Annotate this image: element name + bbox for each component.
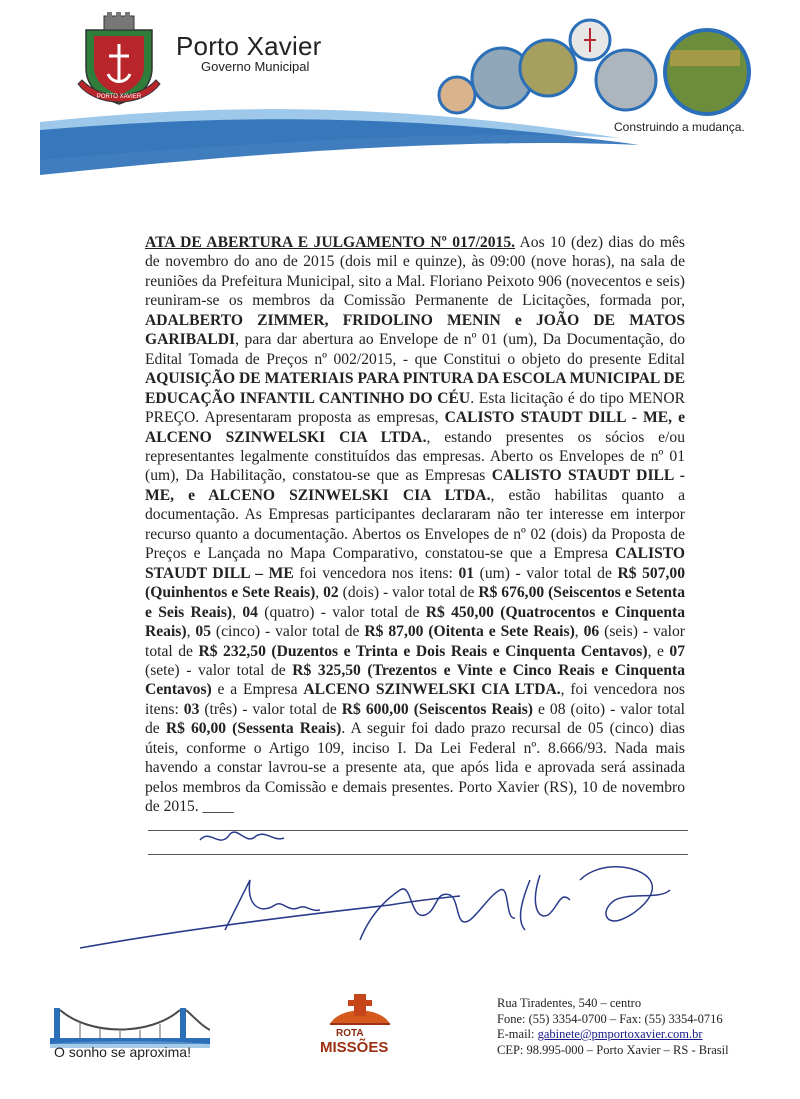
item-number: 05 <box>195 623 211 641</box>
bridge-illustration <box>50 978 210 1048</box>
document-heading: ATA DE ABERTURA E JULGAMENTO Nº 017/2015. <box>145 234 516 251</box>
address-cep: CEP: 98.995-000 – Porto Xavier – RS - Brasil <box>497 1042 729 1057</box>
text-segment: . A seguir foi dado prazo recursal de 05 (cinco) dias úteis, conforme o Artigo 109, inciso I. Da Lei Federal nº. 8.666/93. Nada mais havendo a constar lavrou-se a presente ata, que após lida e aprovada será assinada pelos membros da Comissão e demais presentes. Porto Xavier (RS), 10 de novembro de 2015. ____ <box>145 720 685 816</box>
text-segment: , <box>232 603 243 621</box>
item-number: 01 <box>458 564 475 582</box>
email-link[interactable]: gabinete@pmportoxavier.com.br <box>537 1027 703 1041</box>
item-value: R$ 507,00 (Quinhentos e Sete Reais) <box>145 564 686 602</box>
crest-banner-text: PORTO XAVIER <box>96 94 142 100</box>
contact-block <box>497 996 787 1058</box>
item-number: 04 <box>242 603 258 621</box>
missoes-label: MISSÕES <box>320 1039 389 1056</box>
email-label: E-mail: <box>497 1027 538 1041</box>
item-value: R$ 325,50 (Trezentos e Vinte e Cinco Reais e Cinquenta Centavos) <box>145 661 685 699</box>
text-segment: , para dar abertura ao Envelope de nº 01 (um), Da Documentação, do Edital Tomada de Preços nº 002/2015, - que Constitui o objeto do presente Edital <box>145 331 685 368</box>
item-value: R$ 450,00 (Quatrocentos e Cinquenta Reais) <box>145 603 686 641</box>
item-number: 03 <box>183 700 200 718</box>
municipal-crest <box>76 12 162 108</box>
text-segment: foi vencedora nos itens: <box>293 564 459 582</box>
item-value: R$ 232,50 (Duzentos e Trinta e Dois Reais e Cinquenta Centavos) <box>198 642 648 660</box>
text-segment: Aos 10 (dez) dias do mês de novembro do ano de 2015 (dois mil e quinze), às 09:00 (nove horas), na sala de reuniões da Prefeitura Municipal, sito a Mal. Floriano Peixoto 906 (novecentos e seis) reuniram-se os membros da Comissão Permanente de Licitações, formada por, <box>145 234 685 310</box>
text-segment: , estão habilitas quanto a documentação. As Empresas participantes declararam não ter interesse em interpor recurso quanto a documentação. Abertos os Envelopes de nº 02 (dois) da Proposta de Preços e Lançada no Mapa Comparativo, constatou-se que a Empresa <box>145 486 685 563</box>
letterhead <box>0 0 800 175</box>
text-segment: , <box>574 623 584 641</box>
handwritten-signatures <box>60 820 700 970</box>
text-segment: (três) - valor total de <box>199 700 342 718</box>
qualified-companies: CALISTO STAUDT DILL - ME, e ALCENO SZINWELSKI CIA LTDA. <box>145 467 685 504</box>
text-segment: (cinco) - valor total de <box>211 623 365 641</box>
header-slogan: Construindo a mudança. <box>614 120 745 134</box>
municipality-subtitle: Governo Municipal <box>201 59 310 74</box>
minutes-text <box>145 233 685 817</box>
winning-company-b: ALCENO SZINWELSKI CIA LTDA. <box>303 681 561 699</box>
bidding-companies: CALISTO STAUDT DILL - ME, e ALCENO SZINWELSKI CIA LTDA. <box>145 409 685 446</box>
text-segment: (um) - valor total de <box>474 564 618 582</box>
item-value: R$ 600,00 (Seiscentos Reais) <box>341 700 534 718</box>
address-email-row <box>497 1027 787 1043</box>
text-segment: , estando presentes os sócios e/ou representantes legalmente constituídos das empresas. Aberto os Envelopes de nº 01 (um), Da Habilitação, constatou-se que as Empresas <box>145 428 685 485</box>
text-segment: (sete) - valor total de <box>145 661 293 679</box>
committee-members: ADALBERTO ZIMMER, FRIDOLINO MENIN e JOÃO DE MATOS GARIBALDI <box>145 311 685 349</box>
header-photo-bubbles <box>430 10 760 125</box>
text-segment: , <box>186 623 196 641</box>
address-phone: Fone: (55) 3354-0700 – Fax: (55) 3354-0716 <box>497 1011 723 1026</box>
address-street: Rua Tiradentes, 540 – centro <box>497 996 642 1010</box>
item-number: 06 <box>583 623 600 641</box>
text-segment: (quatro) - valor total de <box>257 603 426 621</box>
text-segment: e 08 (oito) - valor total de <box>145 700 685 738</box>
tender-object: AQUISIÇÃO DE MATERIAIS PARA PINTURA DA ESCOLA MUNICIPAL DE EDUCAÇÃO INFANTIL CANTINHO DO CÉU <box>145 370 685 407</box>
item-value: R$ 60,00 (Sessenta Reais) <box>165 720 342 738</box>
item-value: R$ 87,00 (Oitenta e Sete Reais) <box>364 623 575 641</box>
text-segment: e a Empresa <box>211 681 304 699</box>
item-value: R$ 676,00 (Seiscentos e Setenta e Seis Reais) <box>145 584 685 621</box>
rota-label: ROTA <box>336 1028 364 1039</box>
footer-slogan: O sonho se aproxima! <box>54 1044 191 1060</box>
text-segment: (dois) - valor total de <box>338 584 479 602</box>
text-segment: , e <box>647 642 670 660</box>
text-segment: , <box>315 584 324 602</box>
winning-company-a: CALISTO STAUDT DILL – ME <box>145 545 685 582</box>
text-segment: , foi vencedora nos itens: <box>145 681 685 718</box>
municipality-name: Porto Xavier <box>176 31 322 61</box>
text-segment: (seis) - valor total de <box>145 623 685 660</box>
item-number: 07 <box>669 642 685 660</box>
item-number: 02 <box>323 584 339 602</box>
text-segment: . Esta licitação é do tipo MENOR PREÇO. Apresentaram proposta as empresas, <box>145 389 685 427</box>
